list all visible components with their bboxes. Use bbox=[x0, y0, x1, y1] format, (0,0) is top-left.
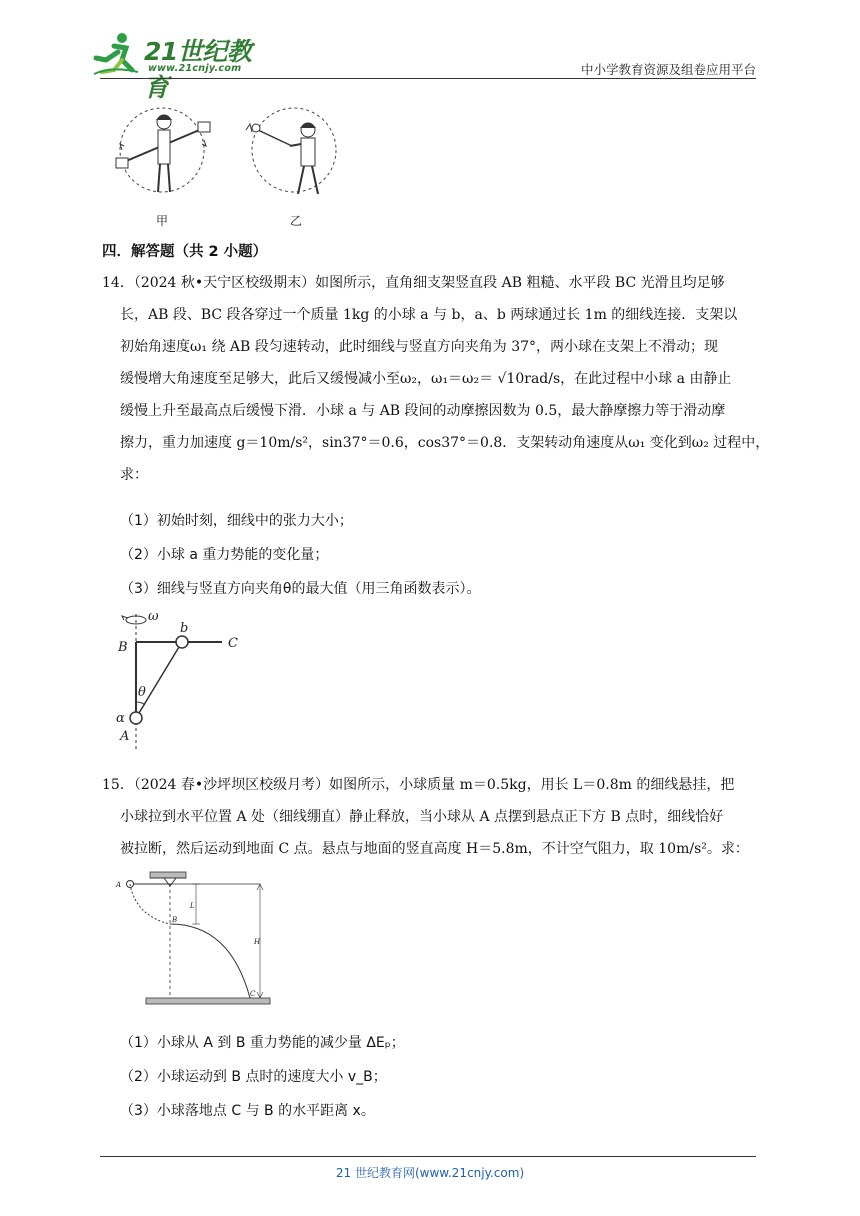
label-b: b bbox=[180, 621, 189, 636]
label-H: H bbox=[254, 938, 261, 946]
figure-q15-pendulum bbox=[110, 870, 280, 1012]
q14-line-2: 长，AB 段、BC 段各穿过一个质量 1kg 的小球 a 与 b，a、b 两球通过长 1m 的细线连接．支架以 bbox=[120, 307, 738, 323]
figure-q14-rotating-frame bbox=[110, 606, 260, 754]
q14-line-7: 求： bbox=[120, 467, 148, 483]
pendulum-projectile-diagram bbox=[110, 870, 280, 1012]
q14-line-5: 缓慢上升至最高点后缓慢下滑．小球 a 与 AB 段间的动摩擦因数为 0.5，最大静摩擦力等于滑动摩 bbox=[120, 403, 726, 419]
label-omega: ω bbox=[148, 609, 159, 624]
q15-line-3: 被拉断，然后运动到地面 C 点。悬点与地面的竖直高度 H＝5.8m，不计空气阻力，取 10m/s²。求： bbox=[120, 841, 749, 857]
page-header bbox=[0, 0, 860, 102]
site-logo[interactable] bbox=[92, 30, 262, 102]
q14-line-3: 初始角速度ω₁ 绕 AB 段匀速转动，此时细线与竖直方向夹角为 37°，两小球在支架上不滑动；现 bbox=[120, 339, 719, 355]
logo-text: 21世纪教育 bbox=[144, 37, 252, 102]
q14-line-1: 14．（2024 秋•天宁区校级期末）如图所示，直角细支架竖直段 AB 粗糙、水平段 BC 光滑且均足够 bbox=[102, 275, 725, 291]
q15-part-3: （3）小球落地点 C 与 B 的水平距离 x。 bbox=[120, 1103, 375, 1119]
label-B: B bbox=[118, 640, 128, 655]
caption-yi: 乙 bbox=[290, 214, 303, 228]
q14-part-2: （2）小球 a 重力势能的变化量； bbox=[120, 547, 329, 563]
label-C: C bbox=[228, 636, 238, 651]
logo-url: www.21cnjy.com bbox=[148, 63, 242, 74]
q15-line-2: 小球拉到水平位置 A 处（细线绷直）静止释放，当小球从 A 点摆到悬点正下方 B 点时，细线恰好 bbox=[120, 809, 724, 825]
label-alpha: α bbox=[116, 711, 125, 726]
label-A: A bbox=[120, 729, 130, 744]
label-theta: θ bbox=[138, 685, 146, 700]
circular-motion-figure bbox=[112, 100, 352, 230]
q14-part-3: （3）细线与竖直方向夹角θ的最大值（用三角函数表示）。 bbox=[120, 581, 481, 597]
q15-part-2: （2）小球运动到 B 点时的速度大小 v_B； bbox=[120, 1069, 387, 1085]
q14-part-1: （1）初始时刻，细线中的张力大小； bbox=[120, 513, 353, 529]
section-heading: 四．解答题（共 2 小题） bbox=[102, 244, 268, 260]
figure-rotation-illustration bbox=[112, 100, 352, 230]
label-C: C bbox=[250, 990, 256, 998]
q15-line-1: 15．（2024 春•沙坪坝区校级月考）如图所示，小球质量 m＝0.5kg，用长 L＝0.8m 的细线悬挂，把 bbox=[102, 777, 735, 793]
header-divider bbox=[100, 78, 756, 79]
label-A: A bbox=[116, 881, 122, 889]
label-B: B bbox=[172, 916, 178, 924]
q14-line-4: 缓慢增大角速度至足够大，此后又缓慢减小至ω₂，ω₁＝ω₂＝ √10rad/s，在此过程中小球 a 由静止 bbox=[120, 371, 732, 387]
q14-line-6: 擦力，重力加速度 g＝10m/s²，sin37°＝0.6，cos37°＝0.8．支架转动角速度从ω₁ 变化到ω₂ 过程中， bbox=[120, 435, 770, 451]
label-L: L bbox=[190, 902, 195, 910]
footer-divider bbox=[100, 1156, 756, 1157]
header-tagline: 中小学教育资源及组卷应用平台 bbox=[580, 62, 756, 77]
runner-logo-icon bbox=[92, 30, 142, 76]
q15-part-1: （1）小球从 A 到 B 重力势能的减少量 ΔEₚ； bbox=[120, 1035, 405, 1051]
caption-jia: 甲 bbox=[156, 214, 169, 228]
rotating-frame-diagram bbox=[110, 606, 260, 754]
footer-link[interactable]: 21 世纪教育网(www.21cnjy.com) bbox=[335, 1166, 525, 1180]
